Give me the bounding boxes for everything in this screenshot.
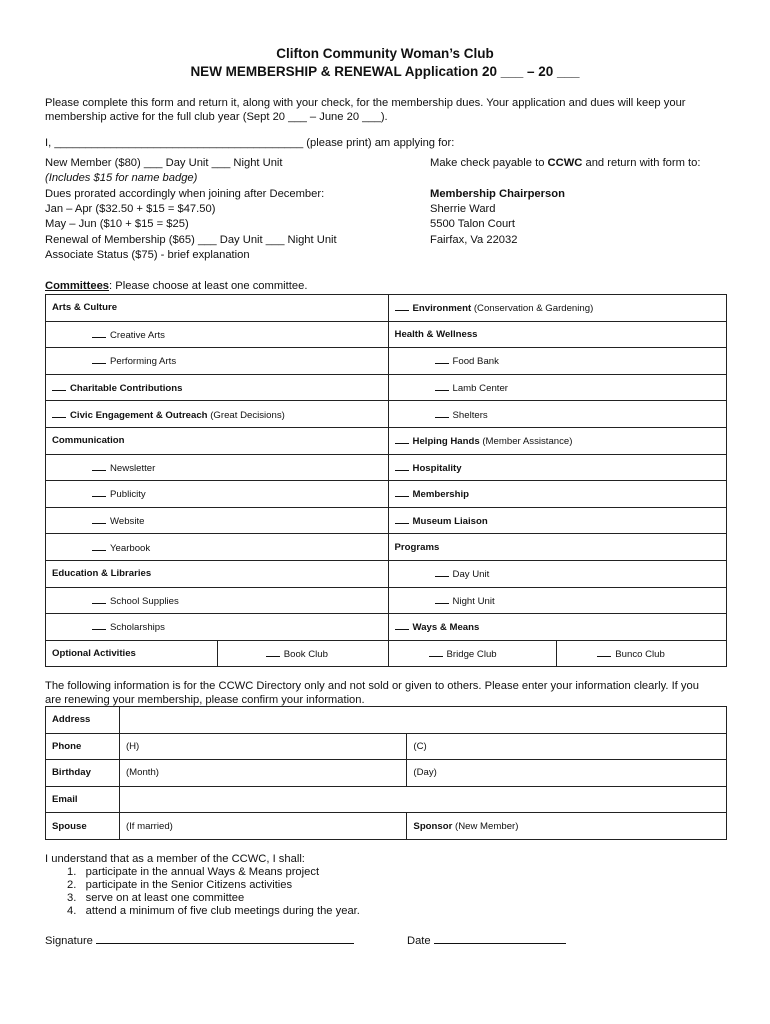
intro-line-2: membership active for the full club year (Sept 20 ___ – June 20 ___).: [45, 111, 388, 123]
museum-liaison-option[interactable]: [388, 507, 726, 534]
payment-instruction: [430, 156, 701, 170]
helping-hands-desc: (Member Assistance): [479, 436, 573, 448]
birthday-month-field[interactable]: (Month): [119, 760, 406, 787]
prorate-may-jun: May – Jun ($10 + $15 = $25): [45, 218, 189, 230]
optional-activities-header: Optional Activities: [46, 640, 218, 667]
civic-engagement-label: Civic Engagement & Outreach: [70, 409, 208, 421]
birthday-label: Birthday: [46, 760, 120, 787]
helping-hands-option[interactable]: [388, 427, 726, 454]
hospitality-label: Hospitality: [412, 462, 462, 474]
prorate-jan-apr: Jan – Apr ($32.50 + $15 = $47.50): [45, 203, 216, 215]
chairperson-title: Membership Chairperson: [430, 188, 565, 200]
programs-header: Programs: [388, 534, 726, 561]
prorated-note: Dues prorated accordingly when joining after December:: [45, 188, 325, 200]
arts-culture-header: Arts & Culture: [46, 295, 389, 322]
signature-field[interactable]: [96, 933, 354, 944]
intro-line-1: Please complete this form and return it, along with your check, for the membership dues. Your application and dues will keep your: [45, 97, 686, 109]
night-unit-label: Night Unit: [452, 595, 495, 607]
newsletter-option[interactable]: [46, 454, 389, 481]
charitable-label: Charitable Contributions: [70, 383, 183, 395]
spouse-field[interactable]: (If married): [119, 813, 406, 840]
scholarships-option[interactable]: [46, 614, 389, 641]
day-unit-option[interactable]: [388, 560, 726, 587]
bridge-club-label: Bridge Club: [446, 649, 497, 661]
ways-means-label: Ways & Means: [412, 622, 480, 634]
committees-instruction: : Please choose at least one committee.: [109, 280, 308, 292]
communication-header: Communication: [46, 427, 389, 454]
shelters-label: Shelters: [452, 409, 488, 421]
charitable-option[interactable]: [46, 374, 389, 401]
day-unit-label: Day Unit: [452, 569, 490, 581]
phone-label: Phone: [46, 733, 120, 760]
hospitality-option[interactable]: [388, 454, 726, 481]
book-club-option[interactable]: [217, 640, 388, 667]
committees-heading: [45, 279, 307, 293]
agreement-item-text: attend a minimum of five club meetings during the year.: [85, 905, 360, 917]
school-supplies-option[interactable]: [46, 587, 389, 614]
associate-option[interactable]: Associate Status ($75) - brief explanation: [45, 249, 250, 261]
sponsor-desc: (New Member): [452, 820, 519, 832]
payment-instruction-post: and return with form to:: [582, 157, 701, 169]
bunco-club-option[interactable]: [557, 640, 727, 667]
performing-arts-label: Performing Arts: [110, 356, 177, 368]
directory-note-2: are renewing your membership, please confirm your information.: [45, 694, 365, 706]
agreement-intro: I understand that as a member of the CCWC, I shall:: [45, 853, 305, 865]
name-badge-note: (Includes $15 for name badge): [45, 172, 198, 184]
agreement-item: 4. attend a minimum of five club meetings during the year.: [67, 905, 360, 917]
form-title: NEW MEMBERSHIP & RENEWAL Application 20 ___ – 20 ___: [190, 64, 580, 79]
chairperson-address-2: Fairfax, Va 22032: [430, 234, 518, 246]
phone-home-field[interactable]: (H): [119, 733, 406, 760]
address-field[interactable]: [119, 707, 726, 734]
yearbook-label: Yearbook: [110, 542, 151, 554]
civic-engagement-desc: (Great Decisions): [207, 409, 285, 421]
education-header: Education & Libraries: [46, 560, 389, 587]
applicant-name-line[interactable]: I, ________________________________________ (please print) am applying for:: [45, 137, 455, 149]
agreement-item-text: participate in the Senior Citizens activities: [85, 879, 293, 891]
chairperson-address-1: 5500 Talon Court: [430, 218, 516, 230]
website-label: Website: [110, 516, 145, 528]
agreement-item-text: participate in the annual Ways & Means project: [85, 866, 320, 878]
helping-hands-label: Helping Hands: [412, 436, 480, 448]
directory-note-1: The following information is for the CCWC Directory only and not sold or given to others. Please enter your information clearly. If you: [45, 680, 699, 692]
phone-cell-field[interactable]: (C): [407, 733, 727, 760]
committees-label: Committees: [45, 280, 110, 292]
yearbook-option[interactable]: [46, 534, 389, 561]
email-label: Email: [46, 786, 120, 813]
book-club-label: Book Club: [283, 649, 328, 661]
sponsor-field[interactable]: [407, 813, 727, 840]
food-bank-label: Food Bank: [452, 356, 499, 368]
night-unit-option[interactable]: [388, 587, 726, 614]
membership-label: Membership: [412, 489, 470, 501]
signature-line[interactable]: [45, 933, 354, 948]
agreement-item: 3. serve on at least one committee: [67, 892, 245, 904]
lamb-center-option[interactable]: [388, 374, 726, 401]
sponsor-label: Sponsor: [413, 820, 453, 832]
ways-means-option[interactable]: [388, 614, 726, 641]
new-member-option[interactable]: New Member ($80) ___ Day Unit ___ Night Unit: [45, 157, 283, 169]
scholarships-label: Scholarships: [110, 622, 165, 634]
chairperson-name: Sherrie Ward: [430, 203, 496, 215]
publicity-option[interactable]: [46, 481, 389, 508]
signature-label: Signature: [45, 935, 93, 947]
civic-engagement-option[interactable]: [46, 401, 389, 428]
renewal-option[interactable]: Renewal of Membership ($65) ___ Day Unit ___ Night Unit: [45, 234, 337, 246]
birthday-day-field[interactable]: (Day): [407, 760, 727, 787]
spouse-label: Spouse: [46, 813, 120, 840]
website-option[interactable]: [46, 507, 389, 534]
membership-option[interactable]: [388, 481, 726, 508]
directory-table: [45, 706, 727, 840]
publicity-label: Publicity: [110, 489, 146, 501]
museum-liaison-label: Museum Liaison: [412, 516, 488, 528]
creative-arts-option[interactable]: [46, 321, 389, 348]
shelters-option[interactable]: [388, 401, 726, 428]
environment-label: Environment: [412, 303, 472, 315]
agreement-item: 1. participate in the annual Ways & Means project: [67, 866, 320, 878]
lamb-center-label: Lamb Center: [452, 383, 508, 395]
environment-desc: (Conservation & Gardening): [471, 303, 594, 315]
payment-instruction-pre: Make check payable to: [430, 157, 548, 169]
org-title: Clifton Community Woman’s Club: [276, 46, 494, 61]
address-label: Address: [46, 707, 120, 734]
agreement-item-text: serve on at least one committee: [85, 892, 245, 904]
performing-arts-option[interactable]: [46, 348, 389, 375]
date-field[interactable]: [434, 933, 566, 944]
bridge-club-option[interactable]: [388, 640, 557, 667]
email-field[interactable]: [119, 786, 726, 813]
creative-arts-label: Creative Arts: [110, 329, 165, 341]
bunco-club-label: Bunco Club: [615, 649, 665, 661]
payment-ccwc: CCWC: [547, 157, 583, 169]
committees-table: [45, 294, 727, 667]
food-bank-option[interactable]: [388, 348, 726, 375]
newsletter-label: Newsletter: [110, 462, 156, 474]
date-label: Date: [407, 935, 431, 947]
date-line[interactable]: [407, 933, 566, 948]
environment-option[interactable]: [388, 295, 726, 322]
school-supplies-label: School Supplies: [110, 595, 179, 607]
health-wellness-header: Health & Wellness: [388, 321, 726, 348]
agreement-item: 2. participate in the Senior Citizens activities: [67, 879, 293, 891]
